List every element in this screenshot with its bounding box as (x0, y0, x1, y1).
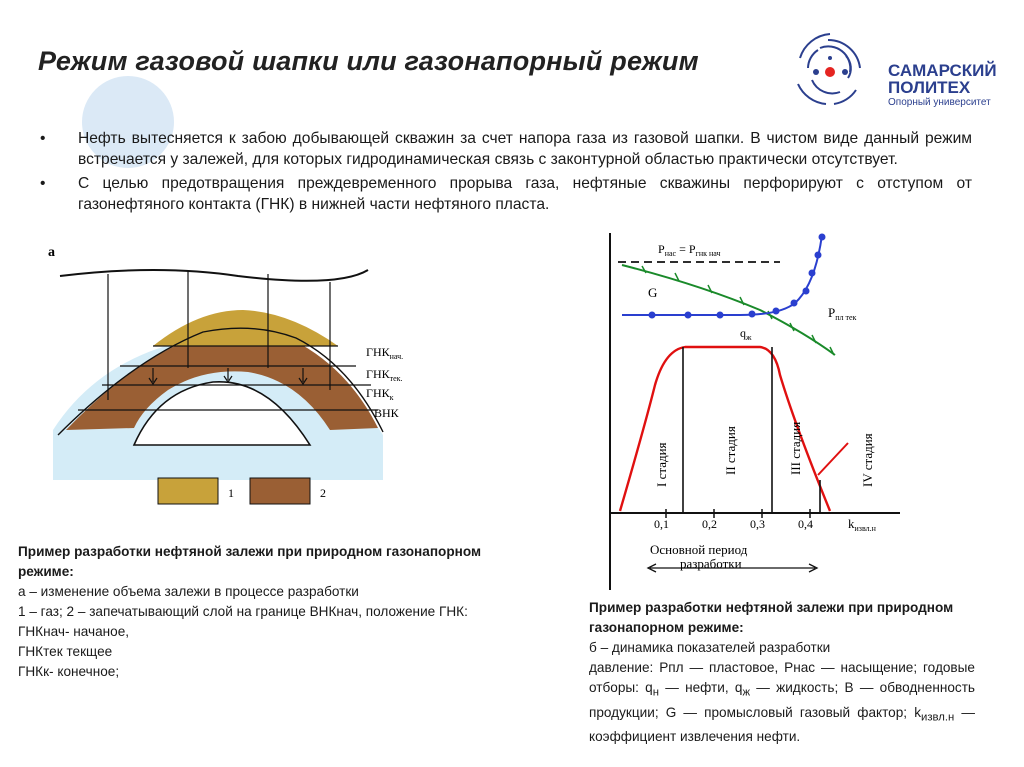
bullet-item (40, 128, 972, 170)
caption-a-line: а – изменение объема залежи в процессе разработки (18, 584, 359, 599)
x-tick-label: 0,1 (654, 517, 669, 531)
bullet-marker: • (40, 175, 46, 192)
caption-figure-a (18, 542, 518, 682)
logo-text-line3: Опорный университет (888, 97, 991, 108)
legend-label-2: 2 (320, 486, 326, 500)
caption-b-body: давление: Рпл — пластовое, Рнас — насыщение; годовые отборы: $q_н$ — нефти, $q_ж$ — жидкость; В — обводненность продукции; G — промысловый газовый фактор; $k_{извл.н}$ — коэффициент извлечения нефти. (589, 660, 976, 745)
bullet-text: С целью предотвращения преждевременного прорыва газа, нефтяные скважины перфорируют с отступом от газонефтяного контакта (ГНК) в нижней части нефтяного пласта. (78, 175, 972, 213)
development-dynamics-diagram (590, 225, 910, 595)
reservoir-cross-section-diagram (38, 240, 468, 530)
label-vnk: ВНК (374, 406, 399, 420)
legend-label-1: 1 (228, 486, 234, 500)
panel-label-a: а (48, 245, 55, 260)
stage-label-3: III стадия (788, 421, 803, 475)
bullet-item (40, 173, 972, 215)
stage-label-2: II стадия (723, 426, 738, 475)
slide-title: Режим газовой шапки или газонапорный режим (38, 46, 699, 76)
label-gnk-tek: $ГНК_{тек.}$ (366, 367, 403, 383)
caption-b-heading: Пример разработки нефтяной залежи при природном газонапорном режиме: (589, 600, 954, 635)
x-tick-label: 0,2 (702, 517, 717, 531)
k-label: $k_{извл.н}$ (848, 516, 876, 533)
bullet-marker: • (40, 130, 46, 147)
x-tick-label: 0,4 (798, 517, 813, 531)
x-tick-label: 0,3 (750, 517, 765, 531)
bullet-text: Нефть вытесняется к забою добывающей скважин за счет напора газа из газовой шапки. В чистом виде данный режим встречается у залежей, для которых гидродинамическая связь с законтурной областью практически отсутствует. (78, 130, 972, 168)
stage-label-1: I стадия (654, 442, 669, 487)
caption-a-line: ГНКк- конечное; (18, 664, 120, 679)
label-pnas: $P_{нас} = P_{гнк нач}$ (658, 242, 721, 258)
caption-a-line: 1 – газ; 2 – запечатывающий слой на границе ВНКнач, положение ГНК: (18, 604, 468, 619)
pressure-points (649, 234, 826, 319)
caption-a-line: ГНКтек текщее (18, 644, 113, 659)
stage-label-4: IV стадия (860, 433, 875, 487)
caption-a-heading: Пример разработки нефтяной залежи при природном газонапорном режиме: (18, 544, 482, 579)
caption-b-line: б – динамика показателей разработки (589, 640, 831, 655)
label-gnk-k: $ГНК_к$ (366, 386, 394, 402)
bullet-list (40, 128, 972, 218)
gas-factor-curve (622, 265, 835, 355)
legend-swatch-seal (250, 478, 310, 504)
logo-text-line2: ПОЛИТЕХ (888, 78, 971, 97)
label-gnk-nach: $ГНК_{нач.}$ (366, 345, 404, 361)
period-label-line2: разработки (680, 556, 742, 571)
caption-a-line: ГНКнач- начаное, (18, 624, 130, 639)
caption-figure-b (589, 598, 975, 747)
logo-text-line1: САМАРСКИЙ (888, 61, 997, 80)
label-g: G (648, 285, 658, 300)
stage-iv-arrow (818, 443, 848, 475)
label-ppl: $P_{пл тек}$ (828, 305, 857, 322)
legend-swatch-gas (158, 478, 218, 504)
label-qzh: $q_ж$ (740, 326, 752, 342)
period-label-line1: Основной период (650, 542, 748, 557)
surface-line (60, 270, 368, 281)
